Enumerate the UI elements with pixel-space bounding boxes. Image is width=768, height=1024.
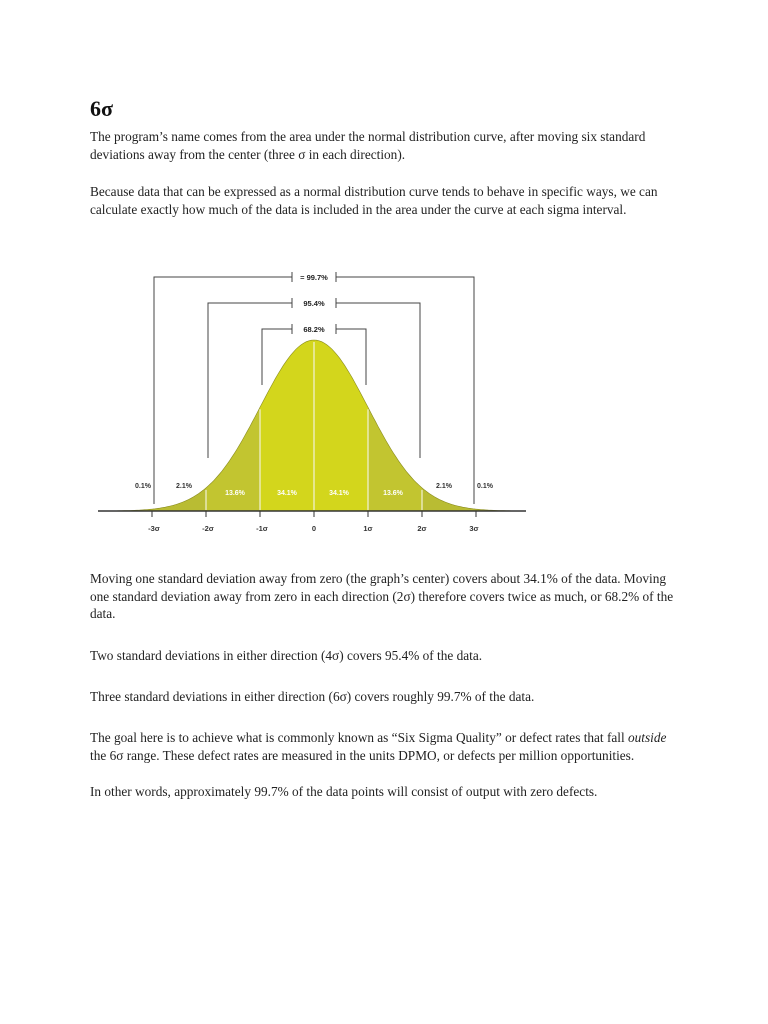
bracket-inner-label: 68.2% — [303, 325, 325, 334]
region-label-1-2: 13.6% — [383, 490, 403, 497]
tick-label-minus2: -2σ — [202, 524, 214, 533]
document-body — [90, 96, 690, 218]
summary-paragraph: In other words, approximately 99.7% of the data points will consist of output with zero defects. — [90, 784, 598, 799]
explanation-paragraph: Because data that can be expressed as a normal distribution curve tends to behave in specific ways, we can calculate exactly how much of the data is included in the area under the curve at each sigma interval. — [90, 184, 658, 217]
goal-text-end: the 6σ range. These defect rates are measured in the units DPMO, or defects per million opportunities. — [90, 747, 635, 763]
tick-label-plus2: 2σ — [417, 524, 427, 533]
region-label-minus2-minus1: 13.6% — [225, 490, 245, 497]
tick-label-plus1: 1σ — [363, 524, 373, 533]
tail-label-right-outer: 0.1% — [477, 483, 493, 490]
goal-text-start: The goal here is to achieve what is commonly known as “Six Sigma Quality” or defect rates that fall — [90, 730, 628, 745]
curve-region-tail-left — [109, 488, 206, 511]
region-label-minus1-0: 34.1% — [277, 490, 297, 497]
normal-distribution-figure — [96, 268, 528, 540]
tail-label-left-inner: 2.1% — [176, 483, 192, 490]
page-title: 6σ — [90, 96, 113, 121]
intro-paragraph: The program’s name comes from the area under the normal distribution curve, after moving six standard deviations away from the center (three σ in each direction). — [90, 129, 646, 162]
goal-text-emphasis: outside — [628, 730, 667, 745]
axis-ticks — [152, 511, 476, 517]
three-sigma-paragraph: Three standard deviations in either direction (6σ) covers roughly 99.7% of the data. — [90, 689, 535, 704]
bracket-outer-label: = 99.7% — [300, 273, 328, 282]
bracket-middle-label: 95.4% — [303, 299, 325, 308]
two-sigma-paragraph: Two standard deviations in either direction (4σ) covers 95.4% of the data. — [90, 648, 483, 663]
axis-tick-labels — [148, 524, 479, 533]
curve-region-tail-right — [422, 488, 519, 511]
tail-label-left-outer: 0.1% — [135, 483, 151, 490]
region-label-0-1: 34.1% — [329, 490, 349, 497]
tail-label-right-inner: 2.1% — [436, 483, 452, 490]
tick-label-plus3: 3σ — [469, 524, 479, 533]
tick-label-minus1: -1σ — [256, 524, 268, 533]
tick-label-0: 0 — [311, 524, 317, 533]
tick-label-minus3: -3σ — [148, 524, 160, 533]
goal-paragraph — [90, 729, 680, 764]
one-sigma-paragraph: Moving one standard deviation away from zero (the graph’s center) covers about 34.1% of the data. Moving one standard deviation away from zero in each direction (2σ) therefore covers twice as much, or 68.2% of the data. — [90, 571, 674, 621]
